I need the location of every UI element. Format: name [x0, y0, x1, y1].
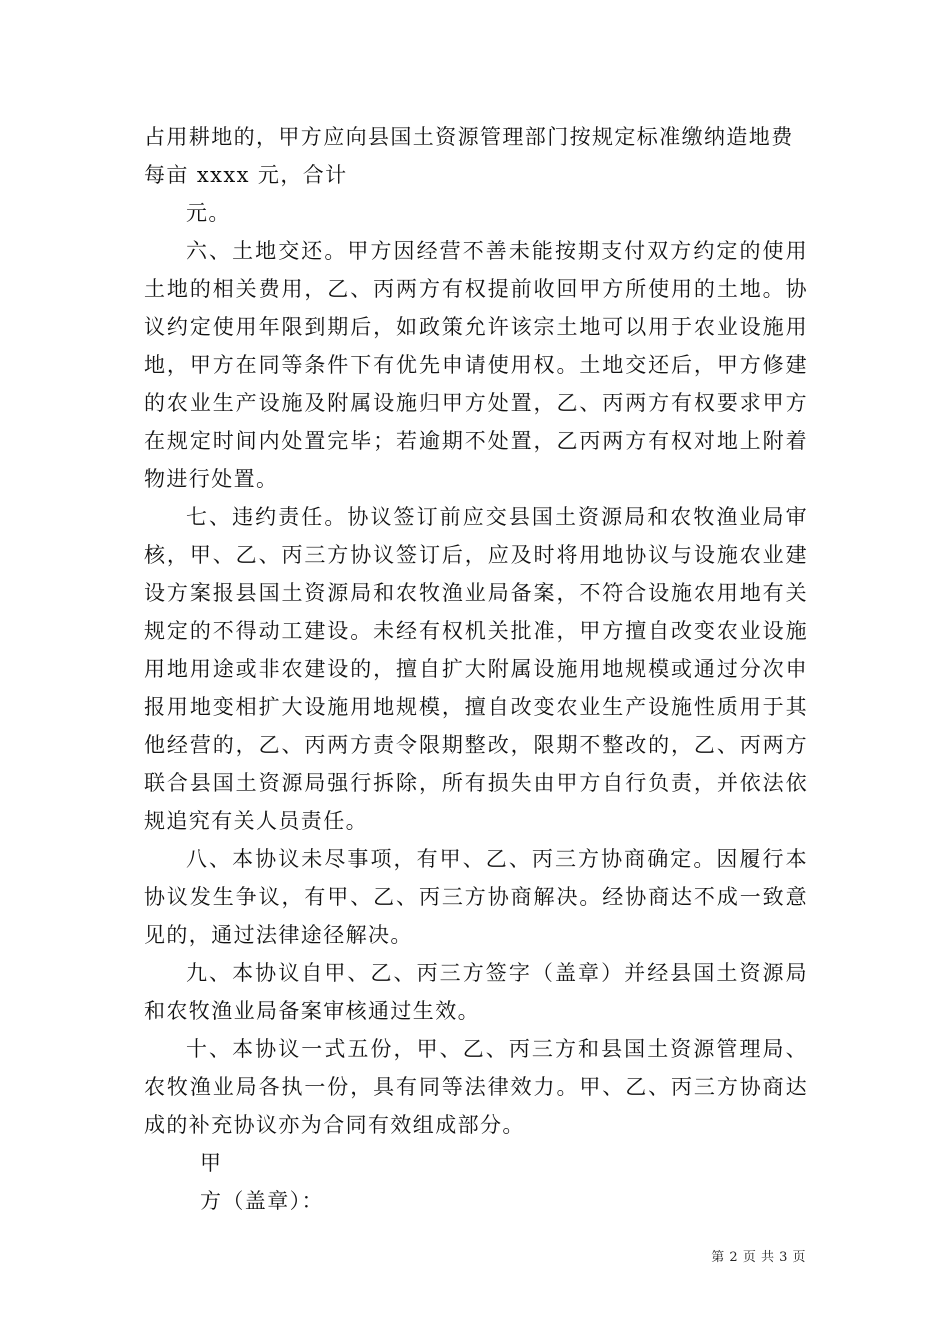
- signature-party-a: 甲: [200, 1151, 223, 1175]
- text-line: 占用耕地的，甲方应向县国土资源管理部门按规定标准缴纳造地费: [144, 125, 794, 149]
- signature-seal-label: 方（盖章）：: [200, 1189, 324, 1213]
- document-body: [144, 118, 808, 1220]
- text-line: 每亩 xxxx 元，合计: [144, 163, 348, 187]
- page-number-footer: 第 2 页 共 3 页: [711, 1250, 806, 1265]
- paragraph-breach-liability: 七、违约责任。协议签订前应交县国土资源局和农牧渔业局审核，甲、乙、丙三方协议签订后，应及时将用地协议与设施农业建设方案报县国土资源局和农牧渔业局备案，不符合设施农用地有关规定的不得动工建设。未经有权机关批准，甲方擅自改变农业设施用地用途或非农建设的，擅自扩大附属设施用地规模或通过分次申报用地变相扩大设施用地规模，擅自改变农业生产设施性质用于其他经营的，乙、丙两方责令限期整改，限期不整改的，乙、丙两方联合县国土资源局强行拆除，所有损失由甲方自行负责，并依法依规追究有关人员责任。: [144, 505, 808, 833]
- paragraph-effective-date: 九、本协议自甲、乙、丙三方签字（盖章）并经县国土资源局和农牧渔业局备案审核通过生效。: [144, 961, 808, 1023]
- paragraph-copies: 十、本协议一式五份，甲、乙、丙三方和县国土资源管理局、农牧渔业局各执一份，具有同等法律效力。甲、乙、丙三方协商达成的补充协议亦为合同有效组成部分。: [144, 1037, 808, 1137]
- paragraph-fee-unit: 元。: [186, 201, 231, 225]
- paragraph-dispute-resolution: 八、本协议未尽事项，有甲、乙、丙三方协商确定。因履行本协议发生争议，有甲、乙、丙三方协商解决。经协商达不成一致意见的，通过法律途径解决。: [144, 847, 808, 947]
- paragraph-land-return: 六、土地交还。甲方因经营不善未能按期支付双方约定的使用土地的相关费用，乙、丙两方有权提前收回甲方所使用的土地。协议约定使用年限到期后，如政策允许该宗土地可以用于农业设施用地，甲方在同等条件下有优先申请使用权。土地交还后，甲方修建的农业生产设施及附属设施归甲方处置，乙、丙两方有权要求甲方在规定时间内处置完毕；若逾期不处置，乙丙两方有权对地上附着物进行处置。: [144, 239, 808, 491]
- paragraph-land-fee: [144, 118, 808, 194]
- signature-block: [144, 1144, 808, 1220]
